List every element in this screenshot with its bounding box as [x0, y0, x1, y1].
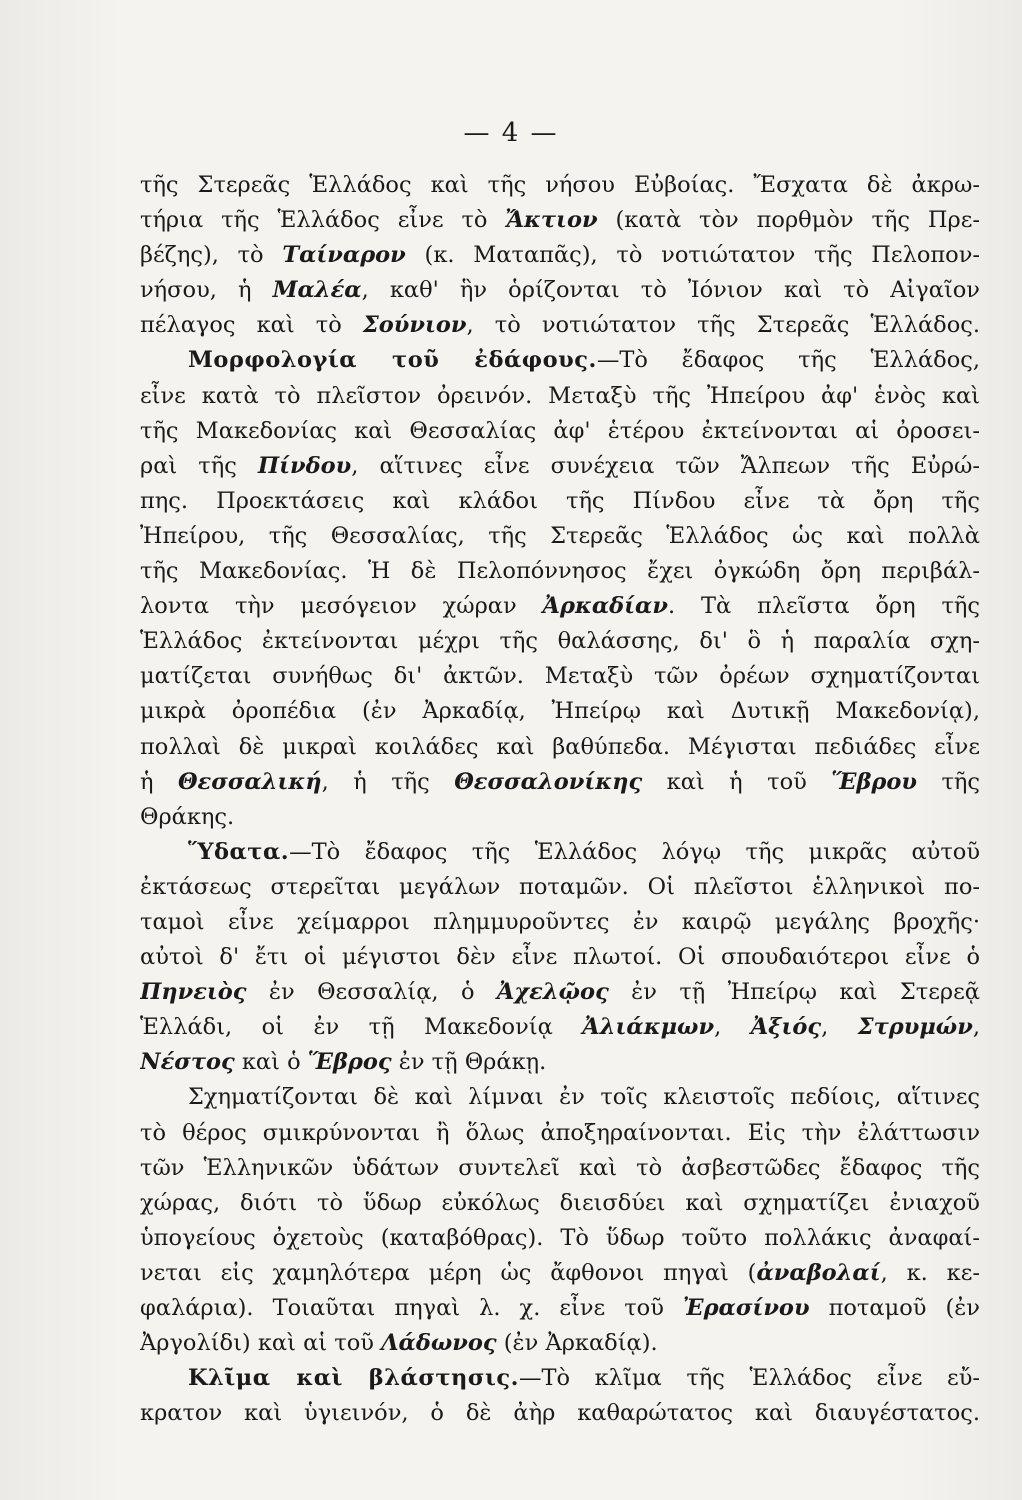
emphasized-term: Ἀξιός [750, 1014, 822, 1041]
text-line [140, 940, 980, 975]
section-heading: Ὕδατα. [188, 838, 290, 865]
text-segment: ταμοὶ εἶνε χείμαρροι πλημμυροῦντες ἐν καιρῷ μεγάλης βροχῆς· [140, 908, 980, 935]
text-segment: (κατὰ τὸν πορθμὸν τῆς Πρε- [597, 207, 980, 234]
section-heading: Μορφολογία τοῦ ἐδάφους. [188, 347, 597, 374]
section-heading: Κλῖμα καὶ βλάστησις. [188, 1365, 519, 1392]
text-segment: ἐν Θεσσαλίᾳ, ὁ [246, 979, 497, 1006]
text-line [140, 449, 980, 484]
emphasized-term: Ἀλιάκμων [582, 1014, 715, 1041]
text-segment: , καθ' ἣν ὁρίζονται τὸ Ἰόνιον καὶ τὸ Αἰγαῖον [361, 277, 980, 304]
text-line [140, 519, 980, 554]
emphasized-term: Στρυμών [857, 1014, 973, 1041]
emphasized-term: Πηνειὸς [140, 979, 247, 1006]
text-line [140, 379, 980, 414]
text-segment: καὶ ὁ [234, 1049, 308, 1076]
text-segment: Σχηματίζονται δὲ καὶ λίμναι ἐν τοῖς κλειστοῖς πεδίοις, αἵτινες [188, 1084, 980, 1111]
text-line [140, 484, 980, 519]
body-text [140, 168, 980, 1431]
text-line [140, 238, 980, 273]
text-segment: , [972, 1014, 980, 1041]
text-segment: αὐτοὶ δ' ἔτι οἱ μέγιστοι δὲν εἶνε πλωτοί. Οἱ σπουδαιότεροι εἶνε ὁ [140, 944, 980, 971]
text-segment: , τὸ νοτιώτατον τῆς Στερεᾶς Ἑλλάδος. [466, 312, 980, 339]
text-line [140, 1151, 980, 1186]
text-segment: τῆς Μακεδονίας καὶ Θεσσαλίας ἀφ' ἑτέρου ἐκτείνονται αἱ ὀροσει- [140, 417, 980, 444]
text-segment: —Τὸ ἔδαφος τῆς Ἑλλάδος, [596, 347, 980, 374]
text-line [140, 1291, 980, 1326]
text-segment: . Τὰ πλεῖστα ὄρη τῆς [667, 593, 980, 620]
text-segment: μικρὰ ὀροπέδια (ἐν Ἀρκαδίᾳ, Ἠπείρῳ καὶ Δυτικῇ Μακεδονίᾳ), [140, 698, 980, 725]
text-line [140, 554, 980, 589]
text-segment: Θράκης. [140, 803, 235, 830]
text-segment: Ἀργολίδι) καὶ αἱ τοῦ [140, 1330, 382, 1357]
text-segment: κρατον καὶ ὑγιεινόν, ὁ δὲ ἀὴρ καθαρώτατος καὶ διαυγέστατος. [140, 1400, 980, 1427]
text-segment: πολλαὶ δὲ μικραὶ κοιλάδες καὶ βαθύπεδα. Μέγισται πεδιάδες εἶνε [140, 733, 980, 760]
text-segment: —Τὸ ἔδαφος τῆς Ἑλλάδος λόγῳ τῆς μικρᾶς αὐτοῦ [289, 838, 980, 865]
emphasized-term: Ἕβρου [831, 768, 917, 795]
text-segment: ἐν τῇ Θράκῃ. [391, 1049, 547, 1076]
text-line [140, 659, 980, 694]
text-segment: τῆς Στερεᾶς Ἑλλάδος καὶ τῆς νήσου Εὐβοίας. Ἔσχατα δὲ ἀκρω- [140, 172, 980, 198]
text-segment: ὑπογείους ὀχετοὺς (καταβόθρας). Τὸ ὕδωρ τοῦτο πολλάκις ἀναφαί- [140, 1224, 980, 1251]
emphasized-term: Σούνιον [362, 312, 467, 339]
text-segment: πέλαγος καὶ τὸ [140, 312, 363, 339]
text-line [140, 1010, 980, 1045]
text-line [140, 343, 980, 378]
text-line [140, 203, 980, 238]
text-segment: , αἵτινες εἶνε συνέχεια τῶν Ἄλπεων τῆς Εὐρώ- [351, 452, 980, 479]
text-segment: τὸ θέρος σμικρύνονται ἢ ὅλως ἀποξηραίνονται. Εἰς τὴν ἐλάττωσιν [140, 1119, 980, 1146]
text-segment: εἶνε κατὰ τὸ πλεῖστον ὀρεινόν. Μεταξὺ τῆς Ἠπείρου ἀφ' ἑνὸς καὶ [140, 382, 980, 409]
text-line [140, 273, 980, 308]
text-segment: ἐν τῇ Ἠπείρῳ καὶ Στερεᾷ [608, 979, 980, 1006]
text-segment: νήσου, ἡ [140, 277, 273, 304]
emphasized-term: Λάδωνος [381, 1330, 497, 1357]
text-segment: λοντα τὴν μεσόγειον χώραν [140, 593, 543, 620]
text-line [140, 1326, 980, 1361]
emphasized-term: Ἄκτιον [505, 207, 598, 234]
text-segment: φαλάρια). Τοιαῦται πηγαὶ λ. χ. εἶνε τοῦ [140, 1295, 683, 1321]
text-segment: τῶν Ἑλληνικῶν ὑδάτων συντελεῖ καὶ τὸ ἀσβεστῶδες ἔδαφος τῆς [140, 1154, 980, 1181]
text-segment: , [821, 1014, 858, 1041]
text-segment: ἐκτάσεως στερεῖται μεγάλων ποταμῶν. Οἱ πλεῖστοι ἑλληνικοὶ πο- [140, 873, 980, 900]
text-line [140, 870, 980, 905]
text-line [140, 308, 980, 343]
text-segment: καὶ ἡ τοῦ [642, 768, 832, 795]
text-segment: τῆς Μακεδονίας. Ἡ δὲ Πελοπόννησος ἔχει ὀγκώδη ὄρη περιβάλ- [140, 558, 980, 585]
text-segment: (κ. Ματαπᾶς), τὸ νοτιώτατον τῆς Πελοπον- [405, 242, 980, 269]
text-line [140, 168, 980, 203]
text-line [140, 1186, 980, 1221]
text-segment: νεται εἰς χαμηλότερα μέρη ὡς ἄφθονοι πηγαὶ ( [140, 1259, 757, 1286]
text-line [140, 1221, 980, 1256]
text-segment: Ἑλλάδος ἐκτείνονται μέχρι τῆς θαλάσσης, δι' ὃ ἡ παραλία σχη- [140, 628, 980, 655]
emphasized-term: Ταίναρον [282, 242, 406, 269]
emphasized-term: Μαλέα [272, 277, 362, 304]
text-segment: (ἐν Ἀρκαδίᾳ). [496, 1330, 658, 1357]
text-line [140, 1361, 980, 1396]
text-line [140, 414, 980, 449]
text-segment: τήρια τῆς Ἑλλάδος εἶνε τὸ [140, 207, 506, 234]
text-line [140, 1045, 980, 1080]
page-number: — 4 — [463, 118, 559, 148]
text-line [140, 589, 980, 624]
text-segment: βέζης), τὸ [140, 242, 283, 269]
text-segment: πης. Προεκτάσεις καὶ κλάδοι τῆς Πίνδου εἶνε τὰ ὄρη τῆς [140, 487, 980, 514]
text-segment: , κ. κε- [880, 1259, 980, 1286]
text-line [140, 1256, 980, 1291]
emphasized-term: Ἀρκαδίαν [542, 593, 668, 620]
text-segment: ματίζεται συνήθως δι' ἀκτῶν. Μεταξὺ τῶν ὀρέων σχηματίζονται [140, 663, 980, 690]
text-segment: Ἠπείρου, τῆς Θεσσαλίας, τῆς Στερεᾶς Ἑλλάδος ὡς καὶ πολλὰ [140, 522, 980, 549]
text-segment: ποταμοῦ (ἐν [809, 1295, 980, 1321]
text-segment: , [714, 1014, 751, 1041]
emphasized-term: Νέστος [140, 1049, 235, 1076]
text-line [140, 730, 980, 765]
emphasized-term: Ἕβρος [307, 1049, 392, 1076]
emphasized-term: Ἀχελῷος [496, 979, 609, 1006]
text-segment: χώρας, διότι τὸ ὕδωρ εὐκόλως διεισδύει καὶ σχηματίζει ἐνιαχοῦ [140, 1189, 980, 1216]
emphasized-term: Πίνδου [257, 452, 352, 479]
text-line [140, 624, 980, 659]
emphasized-term: Θεσσαλονίκης [454, 768, 643, 795]
emphasized-term: Ἐρασίνου [682, 1295, 810, 1321]
text-segment: ἡ [140, 768, 178, 795]
text-line [140, 694, 980, 729]
text-line [140, 975, 980, 1010]
emphasized-term: Θεσσαλική [177, 768, 322, 795]
emphasized-term: ἀναβολαί [756, 1259, 881, 1286]
text-line [140, 905, 980, 940]
text-line [140, 1396, 980, 1431]
text-segment: τῆς [917, 768, 980, 795]
text-segment: —Τὸ κλῖμα τῆς Ἑλλάδος εἶνε εὔ- [518, 1365, 980, 1392]
text-line [140, 835, 980, 870]
text-line [140, 1116, 980, 1151]
text-segment: Ἑλλάδι, οἱ ἐν τῇ Μακεδονίᾳ [140, 1014, 583, 1041]
text-line [140, 800, 980, 835]
text-line [140, 765, 980, 800]
text-line [140, 1080, 980, 1115]
text-segment: , ἡ τῆς [321, 768, 455, 795]
text-segment: ραὶ τῆς [140, 452, 258, 479]
